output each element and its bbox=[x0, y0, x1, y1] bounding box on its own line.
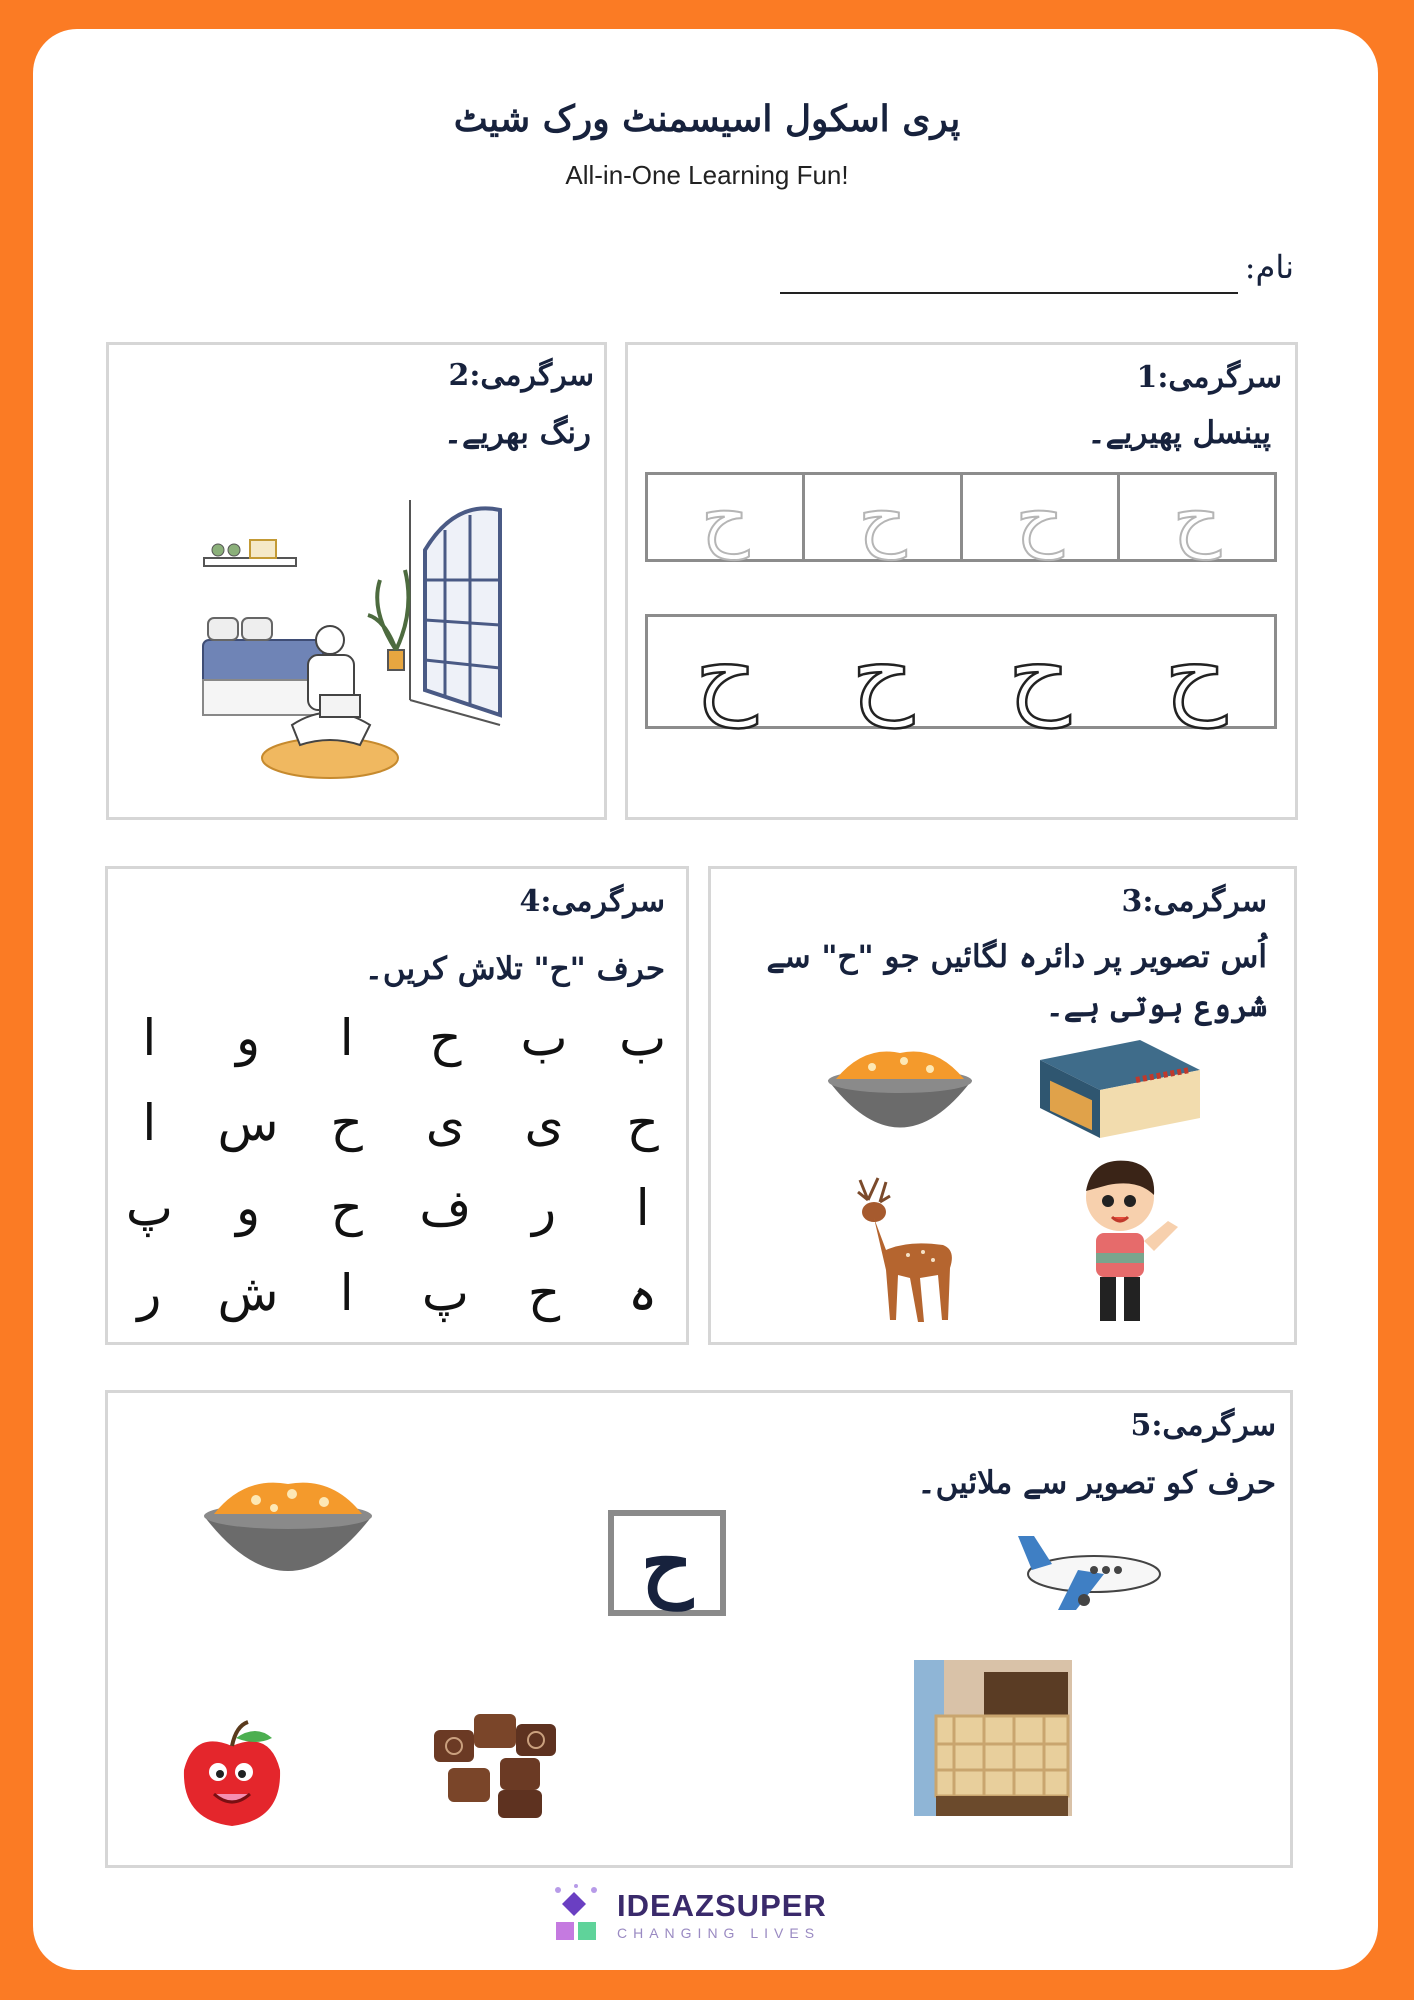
apple-picture[interactable] bbox=[176, 1720, 288, 1832]
matchbox-picture[interactable] bbox=[1040, 1040, 1200, 1138]
grid-letter[interactable]: پ bbox=[125, 1178, 173, 1237]
grid-letter[interactable]: ہ bbox=[628, 1263, 658, 1322]
grid-letter[interactable]: ف bbox=[419, 1178, 472, 1237]
activity2-title: سرگرمی:2 bbox=[448, 358, 594, 393]
grid-letter[interactable]: و bbox=[235, 1178, 261, 1237]
boy-waving-picture[interactable] bbox=[1068, 1155, 1186, 1327]
page-title: پری اسکول اسیسمنٹ ورک شیٹ bbox=[453, 98, 961, 140]
grid-letter[interactable]: ح bbox=[429, 1008, 462, 1067]
outline-row bbox=[645, 614, 1277, 729]
name-label: نام: bbox=[1244, 248, 1294, 286]
letter-search-grid bbox=[100, 995, 692, 1335]
grid-letter[interactable]: ش bbox=[217, 1263, 279, 1322]
logo-name: IDEAZSUPER bbox=[617, 1888, 827, 1923]
grid-letter[interactable]: ی bbox=[425, 1093, 465, 1152]
activity5-title: سرگرمی:5 bbox=[1130, 1408, 1276, 1443]
outline-letter: ح bbox=[1008, 615, 1071, 728]
grid-letter[interactable]: ا bbox=[635, 1178, 650, 1237]
grid-letter[interactable]: و bbox=[235, 1008, 261, 1067]
grid-letter[interactable]: ب bbox=[619, 1008, 667, 1067]
page-subtitle: All-in-One Learning Fun! bbox=[565, 160, 849, 190]
grid-letter[interactable]: ی bbox=[524, 1093, 564, 1152]
grid-letter[interactable]: ا bbox=[142, 1008, 157, 1067]
grid-letter[interactable]: ا bbox=[339, 1263, 354, 1322]
grid-letter[interactable]: س bbox=[217, 1093, 279, 1152]
room-coloring-illustration bbox=[200, 490, 510, 790]
activity4-instruction: حرف "ح" تلاش کریں۔ bbox=[364, 951, 665, 987]
activity1-title: سرگرمی:1 bbox=[1136, 360, 1282, 395]
grid-letter[interactable]: ح bbox=[527, 1263, 561, 1322]
trace-letter[interactable]: ح bbox=[701, 474, 750, 560]
trace-letter[interactable]: ح bbox=[960, 475, 1117, 559]
grid-letter[interactable]: ر bbox=[137, 1263, 162, 1322]
deer-picture[interactable] bbox=[838, 1170, 964, 1326]
ideazsuper-logo-icon bbox=[552, 1884, 608, 1944]
activity3-instruction-line2: شروع ہوتی ہے۔ bbox=[1045, 988, 1267, 1024]
activity1-instruction: پینسل پھیریے۔ bbox=[1087, 415, 1271, 451]
airplane-picture[interactable] bbox=[1018, 1530, 1164, 1616]
halwa-bowl-picture[interactable] bbox=[824, 1045, 976, 1153]
activity3-instruction-line1: اُس تصویر پر دائرہ لگائیں جو "ح" سے bbox=[766, 939, 1267, 975]
grid-letter[interactable]: ا bbox=[339, 1008, 354, 1067]
activity5-instruction: حرف کو تصویر سے ملائیں۔ bbox=[917, 1465, 1276, 1501]
outline-letter: ح bbox=[1164, 615, 1227, 728]
trace-letter[interactable]: ح bbox=[802, 475, 959, 559]
outline-letter: ح bbox=[695, 615, 758, 728]
name-field-line[interactable] bbox=[780, 292, 1238, 294]
halwa-bowl-match-picture[interactable] bbox=[200, 1476, 376, 1598]
grid-letter[interactable]: ا bbox=[142, 1093, 157, 1152]
activity2-instruction: رنگ بھریے۔ bbox=[443, 415, 591, 451]
activity4-title: سرگرمی:4 bbox=[519, 884, 665, 919]
grid-letter[interactable]: ح bbox=[626, 1093, 659, 1152]
grid-letter[interactable]: ر bbox=[531, 1178, 557, 1237]
match-letter-box[interactable]: ح bbox=[608, 1510, 726, 1616]
chocolates-picture[interactable] bbox=[428, 1702, 578, 1822]
grid-letter[interactable]: ح bbox=[330, 1178, 363, 1237]
activity3-title: سرگرمی:3 bbox=[1121, 884, 1267, 919]
trace-letter[interactable]: ح bbox=[1117, 475, 1274, 559]
bed-picture[interactable] bbox=[914, 1660, 1072, 1816]
grid-letter[interactable]: پ bbox=[421, 1263, 469, 1322]
logo-tagline: CHANGING LIVES bbox=[617, 1925, 821, 1941]
grid-letter[interactable]: ح bbox=[330, 1093, 363, 1152]
outline-letter: ح bbox=[851, 615, 914, 728]
grid-letter[interactable]: ب bbox=[520, 1008, 568, 1067]
trace-row bbox=[645, 472, 1277, 562]
